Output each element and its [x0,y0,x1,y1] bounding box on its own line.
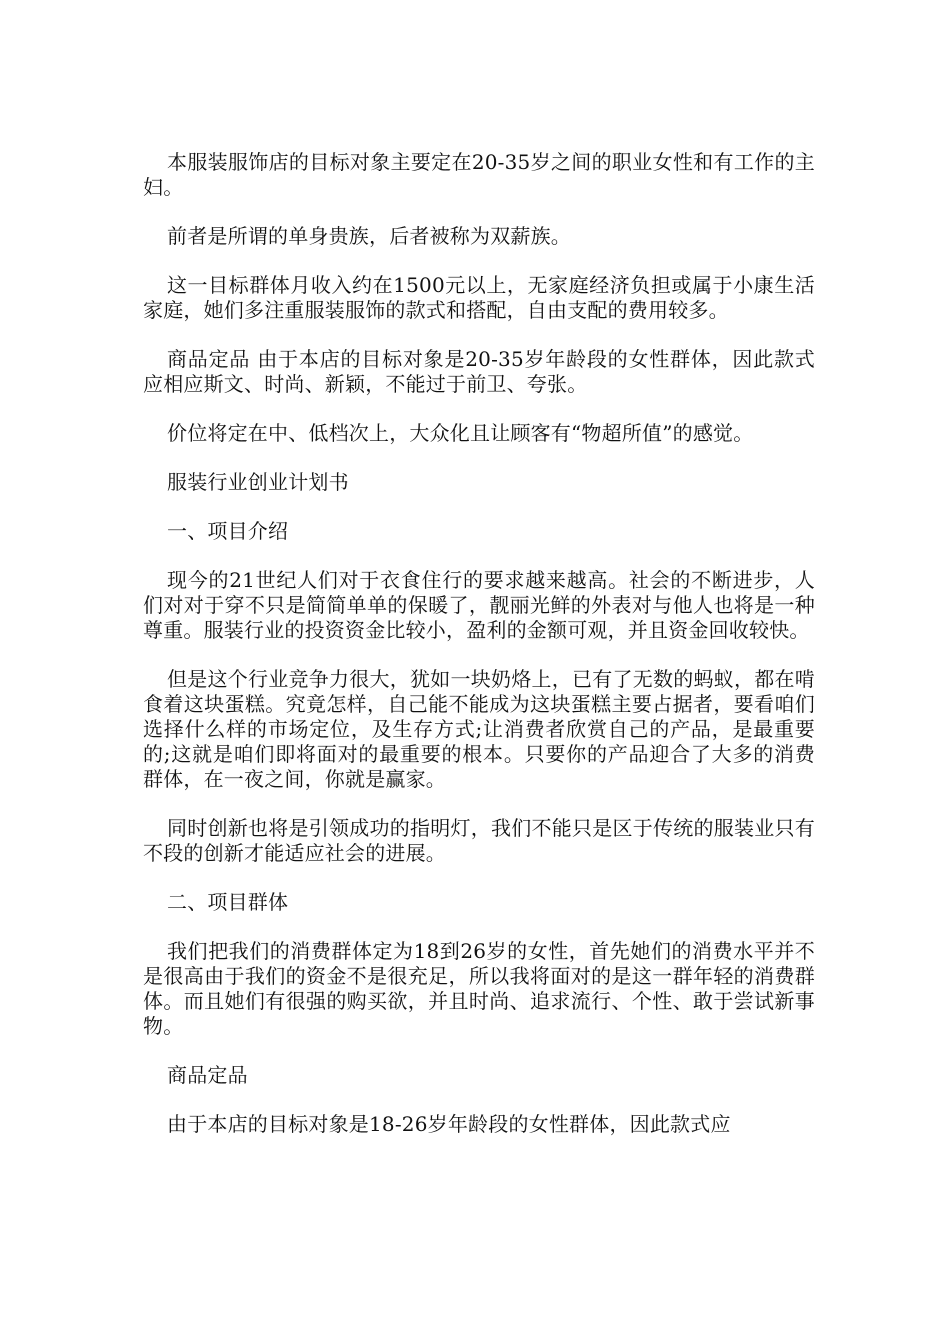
paragraph-target-customers: 本服装服饰店的目标对象主要定在20-35岁之间的职业女性和有工作的主妇。 [143,150,815,199]
paragraph-product-positioning: 商品定品 由于本店的目标对象是20-35岁年龄段的女性群体，因此款式应相应斯文、时尚、新颖，不能过于前卫、夸张。 [143,347,815,396]
paragraph-pricing: 价位将定在中、低档次上，大众化且让顾客有“物超所值”的感觉。 [167,421,754,445]
paragraph-innovation: 同时创新也将是引领成功的指明灯，我们不能只是区于传统的服装业只有不段的创新才能适应社会的进展。 [143,816,815,865]
paragraph-income-level: 这一目标群体月收入约在1500元以上，无家庭经济负担或属于小康生活家庭，她们多注重服装服饰的款式和搭配，自由支配的费用较多。 [143,273,815,322]
heading-business-plan: 服装行业创业计划书 [167,470,349,494]
paragraph-competition: 但是这个行业竞争力很大，犹如一块奶烙上，已有了无数的蚂蚁，都在啃食着这块蛋糕。究竟怎样，自己能不能成为这块蛋糕主要占据者，要看咱们选择什么样的市场定位，及生存方式;让消费者欣赏自己的产品，是最重要的;这就是咱们即将面对的最重要的根本。只要你的产品迎合了大多的消费群体，在一夜之间，你就是赢家。 [143,667,815,791]
heading-product-positioning: 商品定品 [167,1063,248,1087]
paragraph-industry-overview: 现今的21世纪人们对于衣食住行的要求越来越高。社会的不断进步，人们对对于穿不只是简简单单的保暖了，靓丽光鲜的外表对与他人也将是一种尊重。服装行业的投资资金比较小，盈利的金额可观，并且资金回收较快。 [143,568,815,642]
paragraph-consumer-group: 我们把我们的消费群体定为18到26岁的女性，首先她们的消费水平并不是很高由于我们的资金不是很充足，所以我将面对的是这一群年轻的消费群体。而且她们有很强的购买欲，并且时尚、追求流行、个性、敢于尝试新事物。 [143,939,815,1038]
paragraph-style-positioning: 由于本店的目标对象是18-26岁年龄段的女性群体，因此款式应 [167,1112,731,1136]
document-body [143,150,815,1161]
heading-project-audience: 二、项目群体 [167,890,289,914]
heading-project-introduction: 一、项目介绍 [167,519,289,543]
paragraph-customer-types: 前者是所谓的单身贵族，后者被称为双薪族。 [167,224,571,248]
